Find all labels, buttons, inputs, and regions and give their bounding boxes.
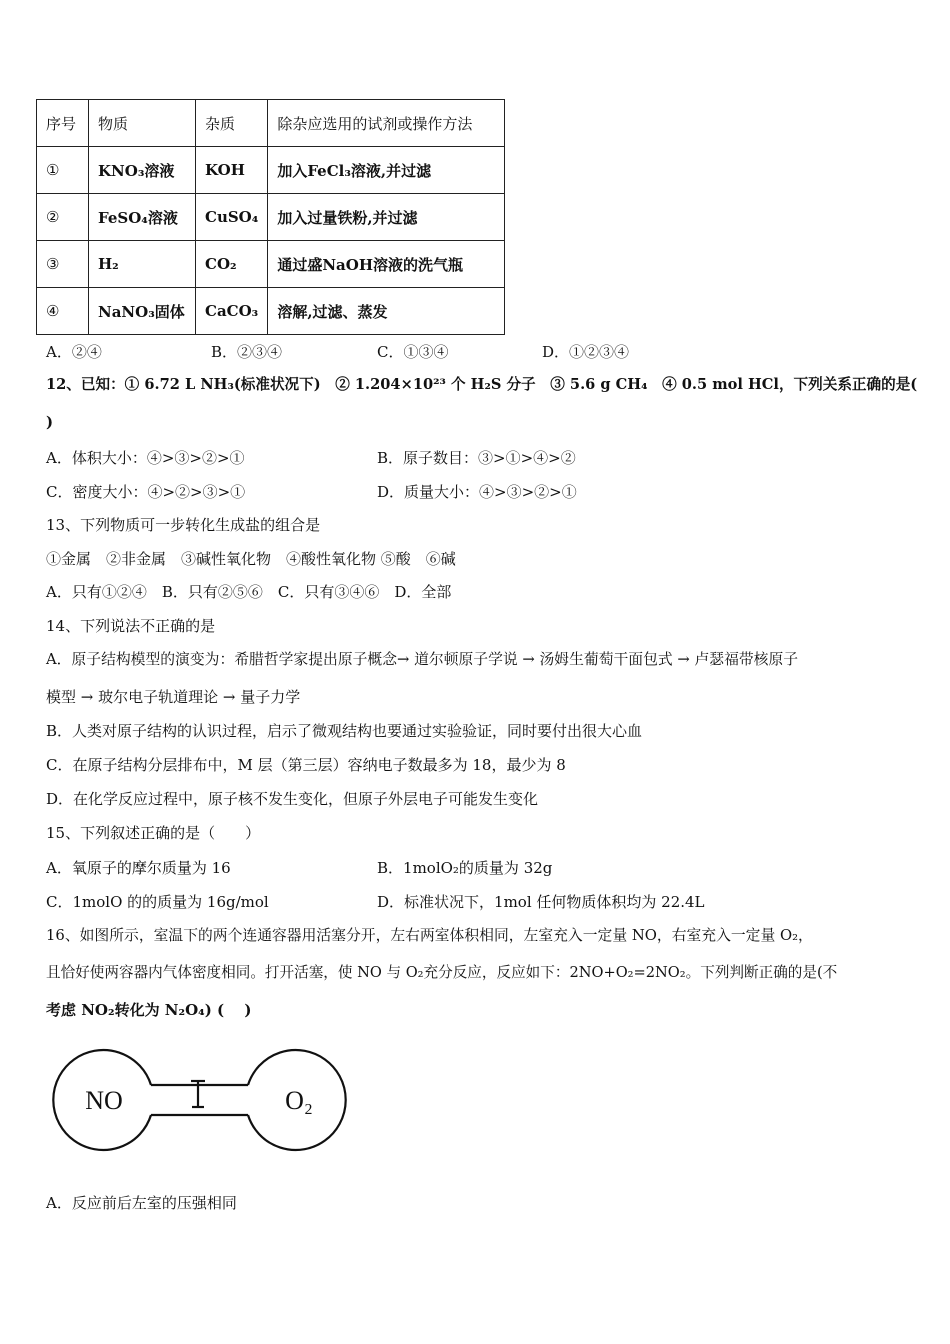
q12-stem: 12、已知：① 6.72 L NH₃(标准状况下) ② 1.204×10²³ 个 H₂S 分子 ③ 5.6 g CH₄ ④ 0.5 mol HCl，下列关系正确的是( bbox=[46, 376, 918, 393]
q13-stem: 13、下列物质可一步转化生成盐的组合是 bbox=[46, 516, 321, 534]
q14-option-b: B．人类对原子结构的认识过程，启示了微观结构也要通过实验验证，同时要付出很大心血 bbox=[46, 722, 643, 740]
table-cell: NaNO₃固体 bbox=[89, 288, 196, 335]
table-header: 物质 bbox=[89, 100, 196, 147]
table-cell: 溶解,过滤、蒸发 bbox=[268, 288, 505, 335]
q14-option-a: A．原子结构模型的演变为：希腊哲学家提出原子概念→ 道尔顿原子学说 → 汤姆生葡萄干面包式 → 卢瑟福带核原子 bbox=[46, 651, 799, 668]
q16-stem-end: 考虑 NO₂转化为 N₂O₄) ( ) bbox=[46, 1001, 252, 1019]
q14-option-d: D．在化学反应过程中，原子核不发生变化，但原子外层电子可能发生变化 bbox=[46, 790, 539, 808]
q11-option-b: B．②③④ bbox=[211, 343, 283, 361]
q13-items: ①金属 ②非金属 ③碱性氧化物 ④酸性氧化物 ⑤酸 ⑥碱 bbox=[46, 550, 456, 568]
q12-stem-cont: ) bbox=[46, 413, 54, 431]
table-cell: H₂ bbox=[89, 241, 196, 288]
table-cell: 加入FeCl₃溶液,并过滤 bbox=[268, 147, 505, 194]
q13-options: A．只有①②④ B．只有②⑤⑥ C．只有③④⑥ D．全部 bbox=[46, 583, 452, 601]
q15-option-d: D．标准状况下，1mol 任何物质体积均为 22.4L bbox=[377, 893, 705, 911]
q15-option-c: C．1molO 的的质量为 16g/mol bbox=[46, 893, 269, 911]
q14-option-c: C．在原子结构分层排布中，M 层（第三层）容纳电子数最多为 18，最少为 8 bbox=[46, 756, 566, 774]
impurity-removal-table bbox=[36, 99, 505, 335]
q12-option-a: A．体积大小：④>③>②>① bbox=[46, 449, 245, 467]
q12-option-b: B．原子数目：③>①>④>② bbox=[377, 449, 576, 467]
table-cell: ④ bbox=[37, 288, 89, 335]
table-cell: CaCO₃ bbox=[196, 288, 268, 335]
table-cell: KNO₃溶液 bbox=[89, 147, 196, 194]
table-row bbox=[37, 194, 505, 241]
table-row bbox=[37, 147, 505, 194]
table-cell: CO₂ bbox=[196, 241, 268, 288]
q16-stem-cont: 且恰好使两容器内气体密度相同。打开活塞，使 NO 与 O₂充分反应，反应如下：2NO+O₂=2NO₂。下列判断正确的是(不 bbox=[46, 964, 838, 981]
table-cell: CuSO₄ bbox=[196, 194, 268, 241]
q15-option-a: A．氧原子的摩尔质量为 16 bbox=[46, 859, 231, 877]
table-row bbox=[37, 288, 505, 335]
q16-stem: 16、如图所示，室温下的两个连通容器用活塞分开，左右两室体积相同，左室充入一定量 NO，右室充入一定量 O₂， bbox=[46, 927, 813, 944]
right-gas-label: O₂ bbox=[285, 1086, 313, 1115]
q11-option-a: A．②④ bbox=[46, 343, 102, 361]
q15-stem: 15、下列叙述正确的是（ ） bbox=[46, 824, 261, 842]
connected-containers-figure bbox=[48, 1045, 353, 1155]
left-gas-label: NO bbox=[85, 1086, 123, 1115]
q15-option-b: B．1molO₂的质量为 32g bbox=[377, 859, 553, 877]
table-cell: ② bbox=[37, 194, 89, 241]
table-header: 序号 bbox=[37, 100, 89, 147]
table-row bbox=[37, 241, 505, 288]
q12-option-c: C．密度大小：④>②>③>① bbox=[46, 483, 246, 501]
table-cell: ① bbox=[37, 147, 89, 194]
q14-stem: 14、下列说法不正确的是 bbox=[46, 617, 216, 635]
table-header-row bbox=[37, 100, 505, 147]
table-cell: 通过盛NaOH溶液的洗气瓶 bbox=[268, 241, 505, 288]
table-header: 杂质 bbox=[196, 100, 268, 147]
q16-option-a: A．反应前后左室的压强相同 bbox=[46, 1194, 237, 1212]
table-cell: KOH bbox=[196, 147, 268, 194]
table-cell: 加入过量铁粉,并过滤 bbox=[268, 194, 505, 241]
q12-option-d: D．质量大小：④>③>②>① bbox=[377, 483, 577, 501]
table-header: 除杂应选用的试剂或操作方法 bbox=[268, 100, 505, 147]
q11-option-c: C．①③④ bbox=[377, 343, 449, 361]
table-cell: ③ bbox=[37, 241, 89, 288]
q11-option-d: D．①②③④ bbox=[542, 343, 630, 361]
table-cell: FeSO₄溶液 bbox=[89, 194, 196, 241]
q14-option-a-cont: 模型 → 玻尔电子轨道理论 → 量子力学 bbox=[46, 688, 301, 706]
